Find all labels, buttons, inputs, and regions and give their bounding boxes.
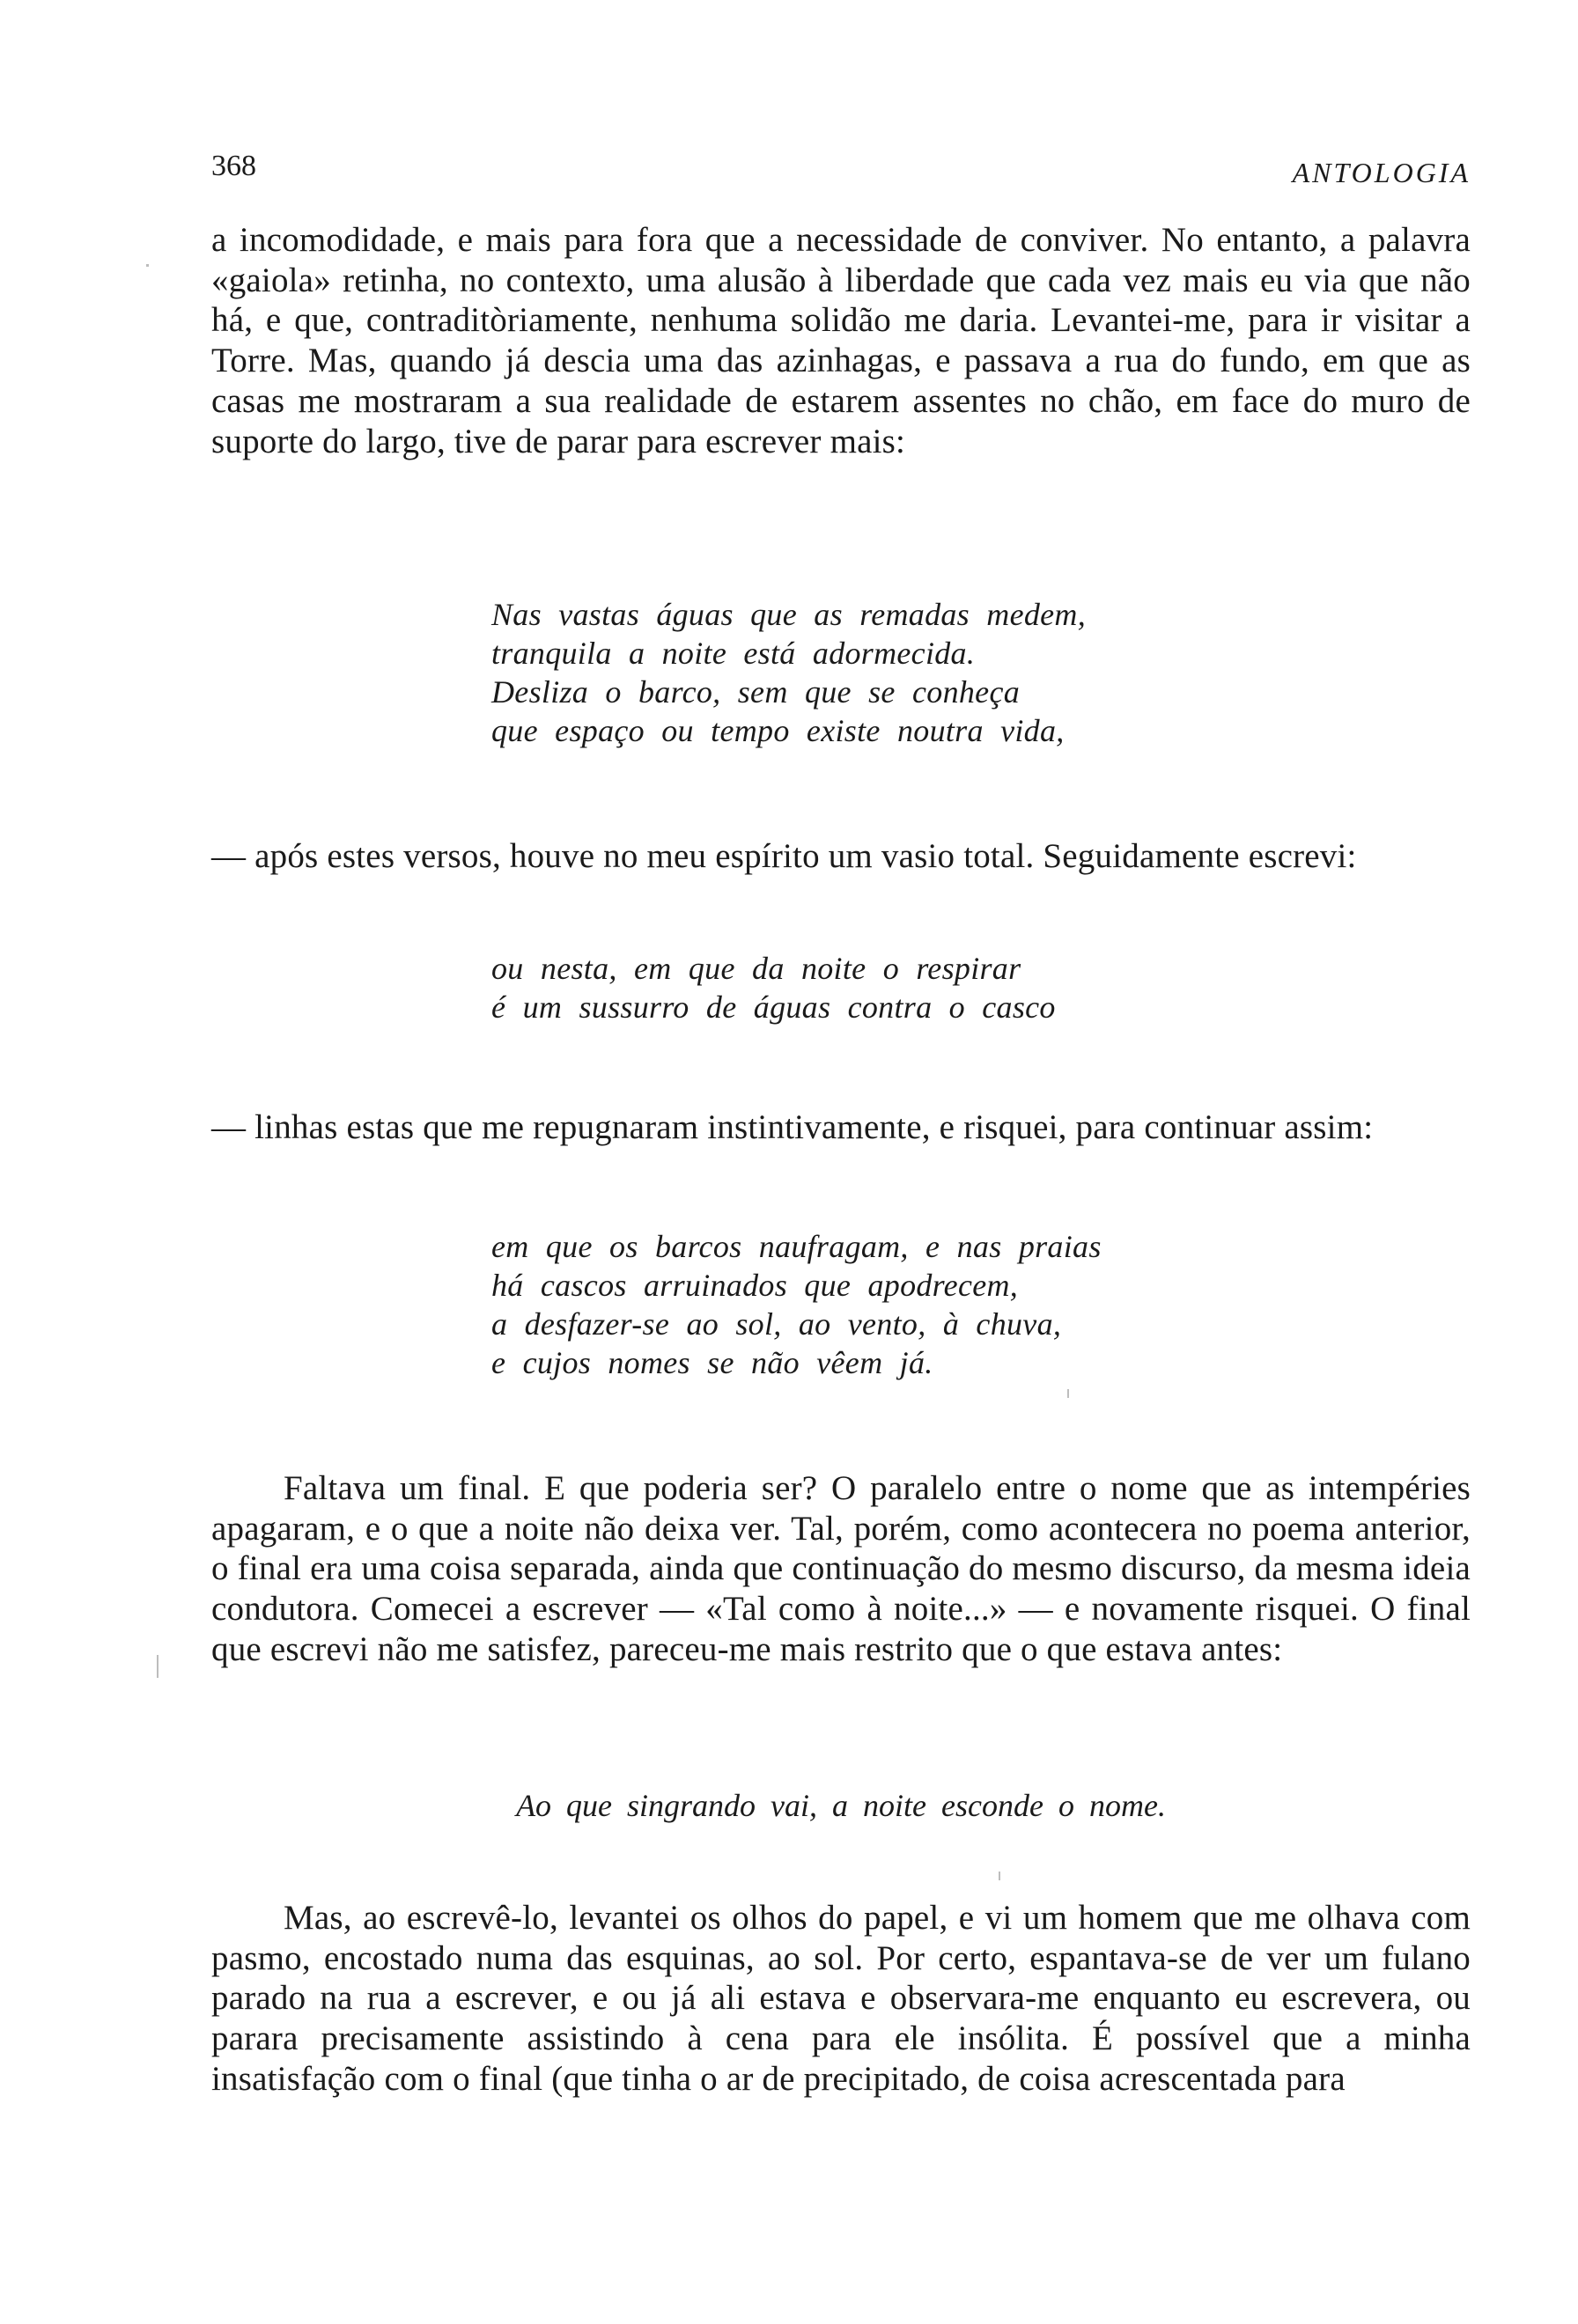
stanza-2: [491, 949, 1056, 1026]
verse-line: tranquila a noite está adormecida.: [491, 636, 976, 671]
scan-speck: [146, 264, 149, 267]
final-verse-line: Ao que singrando vai, a noite esconde o nome.: [516, 1788, 1166, 1823]
stanza-1: [491, 595, 1086, 750]
verse-line: é um sussurro de águas contra o casco: [491, 989, 1056, 1025]
page-header: [211, 150, 1471, 202]
verse-line: em que os barcos naufragam, e nas praias: [491, 1229, 1102, 1264]
verse-line: há cascos arruinados que apodrecem,: [491, 1268, 1019, 1303]
stanza-3: [491, 1227, 1102, 1382]
paragraph-2: — após estes versos, houve no meu espírito um vasio total. Seguidamente escrevi:: [211, 837, 1357, 875]
scan-speck: [1067, 1389, 1069, 1398]
verse-line: a desfazer-se ao sol, ao vento, à chuva,: [491, 1306, 1062, 1342]
verse-line: Desliza o barco, sem que se conheça: [491, 674, 1021, 710]
page-number: 368: [211, 150, 256, 182]
verse-line: ou nesta, em que da noite o respirar: [491, 951, 1021, 986]
verse-line: e cujos nomes se não vêem já.: [491, 1345, 933, 1380]
running-title: ANTOLOGIA: [1292, 157, 1471, 188]
paragraph-1: a incomodidade, e mais para fora que a necessidade de conviver. No entanto, a palavra «gaiola» retinha, no contexto, uma alusão à liberdade que cada vez mais eu via que não há, e que, contraditòriamente, nenhuma solidão me daria. Levantei-me, para ir visitar a Torre. Mas, quando já descia uma das azinhagas, e passava a rua do fundo, em que as casas me mostraram a sua realidade de estarem assentes no chão, em face do muro de suporte do largo, tive de parar para escrever mais:: [211, 221, 1471, 460]
scan-speck: [157, 1655, 159, 1678]
paragraph-5: Mas, ao escrevê-lo, levantei os olhos do papel, e vi um homem que me olhava com pasmo, encostado numa das esquinas, ao sol. Por certo, espantava-se de ver um fulano parado na rua a escrever, e ou já ali estava e observara-me enquanto eu escrevera, ou parara precisamente assistindo à cena para ele insólita. É possível que a minha insatisfação com o final (que tinha o ar de precipitado, de coisa acrescentada para: [211, 1899, 1471, 2098]
paragraph-4: Faltava um final. E que poderia ser? O paralelo entre o nome que as intempéries apagaram, e o que a noite não deixa ver. Tal, porém, como acontecera no poema anterior, o final era uma coisa separada, ainda que continuação do mesmo discurso, da mesma ideia condutora. Comecei a escrever — «Tal como à noite...» — e novamente risquei. O final que escrevi não me satisfez, pareceu-me mais restrito que o que estava antes:: [211, 1469, 1471, 1668]
verse-line: Nas vastas águas que as remadas medem,: [491, 597, 1087, 632]
paragraph-3: — linhas estas que me repugnaram instintivamente, e risquei, para continuar assim:: [211, 1108, 1374, 1146]
verse-line: que espaço ou tempo existe noutra vida,: [491, 713, 1065, 748]
scan-speck: [999, 1872, 1000, 1880]
